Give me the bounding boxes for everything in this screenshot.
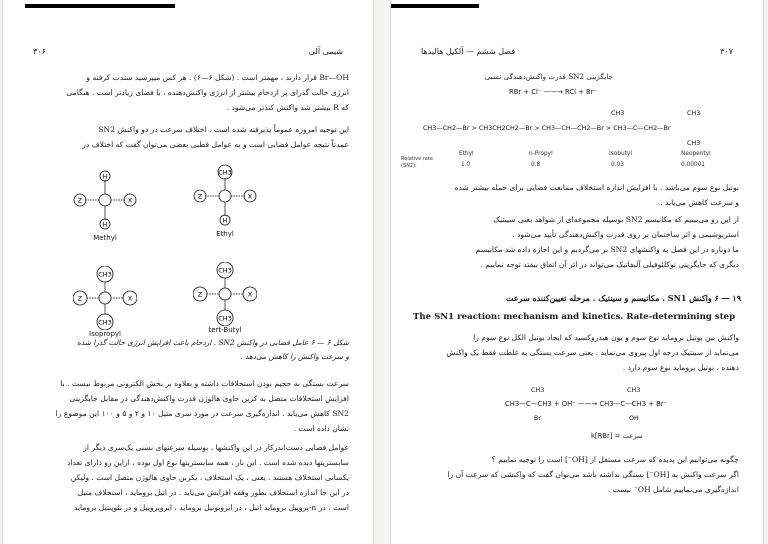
sn1-reactant-bottom: Br xyxy=(534,414,542,422)
text-line: نشان داده است . xyxy=(293,424,349,433)
series-branch-top: CH3 xyxy=(611,109,625,117)
section-heading: ۱۹ — ۶ واکنش SN1 . مکانیسم و سینتیک . مرحله تعیین‌کننده سرعت xyxy=(505,293,741,303)
page-top-rule xyxy=(391,4,479,8)
page-number: ۳۰۶ xyxy=(33,46,46,56)
scheme-title: جایگزینی SN2 قدرت واکنش‌دهندگی نسبی xyxy=(484,72,613,81)
caption-line: شکل ۶ — ۶ عامل فضایی در واکنش SN2 . ازدحام باعث افزایش انرژی حالت گذرا شده xyxy=(76,338,349,347)
text-line: عوامل فضایی دست‌اندرکار در این واکنشها ، بوسیله سرعتهای نسبی یک‌سری دیگر از xyxy=(83,443,349,452)
svg-text:CH3: CH3 xyxy=(98,318,112,327)
series-branch-top: CH3 xyxy=(687,109,701,117)
figure-caption xyxy=(31,336,349,364)
svg-text:X: X xyxy=(247,290,253,299)
text-line: و سرعت کاهش می‌یابد . xyxy=(660,198,739,207)
relative-rate-value: 1.0 xyxy=(461,162,471,168)
text-line: این توجیه امروزه عموماً پذیرفته شده است . اختلاف سرعت در دو واکنش SN2 xyxy=(98,125,349,134)
text-line: عمدتاً نتیجه عوامل فضایی است و به عوامل قطبی بعضی می‌توان گفت که اختلاف در xyxy=(82,140,349,149)
isopropyl-transition-state xyxy=(73,266,137,330)
series-name: Isobutyl xyxy=(609,151,632,157)
svg-text:CH3: CH3 xyxy=(218,314,232,323)
right-page xyxy=(390,0,764,544)
intro-paragraph xyxy=(31,70,349,115)
steric-paragraph xyxy=(31,122,349,152)
text-line: Br—OH قرار دارند ، مهمتر است . (شکل ۶—۶) . هر کس میپرسید ستدت کرفته و xyxy=(86,73,349,82)
text-line: از این رو می‌بینیم که مکانیسم SN2 بوسیله مجموعه‌ای از شواهد یعنی سینتیک xyxy=(493,215,739,224)
relative-rate-value: 0.00001 xyxy=(681,162,705,168)
svg-text:H: H xyxy=(222,216,228,225)
rate-paragraph xyxy=(31,376,349,436)
text-line: استریوشیمی و اثر ساختمان بر روی قدرت واکنش‌دهندگی تأیید می‌شود . xyxy=(512,230,739,239)
series-branch-bottom: CH3 xyxy=(687,139,701,147)
text-line: سابستریتها دیده شده است . این بار ، همه سابستریتها نوع اول بوده ، ازاین رو دارای تعداد xyxy=(67,458,349,467)
series-name: Neopentyl xyxy=(681,151,711,157)
methyl-transition-state xyxy=(73,168,137,232)
text-line: اندازه‌گیری می‌نماییم شامل OH⁻ نیست . xyxy=(607,485,739,494)
running-title: فصل ششم — آلکیل هالیدها xyxy=(421,46,516,56)
text-line: چگونه می‌توانیم این پدیده که سرعت مستقل از [OH⁻] است را توجیه نماییم ؟ xyxy=(491,455,739,464)
text-line: سرعت بستگی به حجیم بودن استخلافات داشته و بعلاوه بر بخش الکترونی مربوط نیست . با xyxy=(60,379,349,388)
mechanism-paragraph xyxy=(413,212,739,272)
svg-text:Z: Z xyxy=(197,290,203,299)
sn1-product-top: CH3 xyxy=(627,386,641,394)
svg-text:X: X xyxy=(127,294,133,303)
ethyl-transition-state xyxy=(193,164,257,228)
text-line: در این جا اندازه استخلاف بطور وقفه افزایش می‌یابد . در اتیل بروماید ، استخلاف متیل xyxy=(77,488,349,497)
sn1-paragraph xyxy=(413,330,739,375)
substrate-paragraph xyxy=(31,440,349,515)
page-header xyxy=(33,44,343,58)
rate-law: k[RBr] = سرعت xyxy=(591,432,643,440)
sn1-product-bottom: OH xyxy=(629,414,639,422)
text-line: واکنش بین بوتیل بروماید نوع سوم و یون هیدروکسید که ایجاد بوتیل الکل نوع سوم را xyxy=(473,333,739,342)
running-title: شیمی آلی xyxy=(308,46,343,56)
molecule-name: Isopropyl xyxy=(89,330,121,338)
caption-line: و سرعت واکنش را کاهش می‌دهد . xyxy=(240,352,349,361)
text-line: می‌نماید از سینتیک درجه اول پیروی می‌نماید . یعنی سرعت بستگی به غلظت فقط یک واکنش xyxy=(446,348,739,357)
leaving-group-label: X xyxy=(127,196,133,205)
page-top-rule xyxy=(25,4,175,8)
text-line: که R بیشتر شد واکنش کندتر می‌شود . xyxy=(226,103,349,112)
relative-rate-value: 0.8 xyxy=(531,162,541,168)
scheme-reaction: RBr + Cl⁻ ——→ RCl + Br⁻ xyxy=(509,88,598,96)
svg-text:X: X xyxy=(247,192,253,201)
text-line: افزایش استخلافات متصل به کربن حاوی هالوژن قدرت واکنش‌دهندگی در مقابل جایگزینی xyxy=(69,394,349,403)
substituent-label: H xyxy=(102,220,108,229)
text-line: است ، در n-پروپیل بروماید اتیل ، در ایزوبوتیل بروماید ، ایزوپروپیل و در نئوپنتیل بروماید xyxy=(73,503,349,512)
molecule-name: Ethyl xyxy=(216,230,234,238)
page-header xyxy=(421,44,733,58)
substrate-series: CH3—CH2—Br > CH3CH2CH2—Br > CH3—CH—CH2—Br > CH3—C—CH2—Br xyxy=(423,124,671,132)
molecule-name: tert-Butyl xyxy=(208,326,242,334)
relative-rate-label: Relative rate (SN2): xyxy=(401,156,433,169)
svg-text:Z: Z xyxy=(77,294,83,303)
relative-rate-value: 0.03 xyxy=(611,162,624,168)
left-page xyxy=(2,0,374,544)
text-line: ما دوباره در این فصل به واکنشهای SN2 بر می‌گردیم و این اجازه داده شد مکانیسم xyxy=(475,245,739,254)
text-line: دیگری که جایگزینی نوکلئوفیلی آلیفاتیک می‌تواند در اثر آن اتفاق بیفتد توجه نماییم . xyxy=(480,260,739,269)
text-line: SN2 کاهش می‌یابد . اندازه‌گیری سرعت در مورد سری متیل ۱۰ و ۲ و ۵ و ۱۰۰ این موضوع را xyxy=(55,409,349,418)
text-line: دهنده ، بوتیل بروماید نوع سوم دارد . xyxy=(622,363,739,372)
nucleophile-label: Z xyxy=(77,196,83,205)
text-line: بوتیل نوع سوم می‌باشد . با افزایش اندازه استخلاف ممانعت فضایی برای حمله بیشتر شده xyxy=(454,183,739,192)
question-paragraph xyxy=(413,452,739,497)
svg-text:CH3: CH3 xyxy=(98,270,112,279)
molecule-name: Methyl xyxy=(93,234,117,242)
text-line: اگر سرعت واکنش به [OH⁻] بستگی نداشته باشد می‌توان گفت که واکنشی که سرعت آن را xyxy=(447,470,739,479)
section-heading-english: The SN1 reaction: mechanism and kinetics. Rate-determining step xyxy=(413,312,736,322)
text-line: یکسانی استخلاف هستند . یعنی ، یک استخلاف ، بکربن حاوی هالوژن متصل است . ولیکن xyxy=(70,473,349,482)
substituent-label: H xyxy=(102,172,108,181)
svg-text:CH3: CH3 xyxy=(218,266,232,275)
tert-butyl-transition-state xyxy=(193,262,257,326)
page-number: ۳۰۷ xyxy=(720,46,733,56)
text-line: انرژی حالت گذرای پر ازدحام بیشتر از انرژی واکنش‌دهنده ، با فضای زیادتر است . هنگامی xyxy=(66,88,349,97)
svg-text:CH3: CH3 xyxy=(218,168,232,177)
svg-text:Z: Z xyxy=(197,192,203,201)
series-name: Ethyl xyxy=(459,151,474,157)
sn1-reaction: CH3—C—CH3 + OH⁻ ——→ CH3—C—CH3 + Br⁻ xyxy=(505,400,668,408)
series-name: n-Propyl xyxy=(529,151,553,157)
steric-hindrance-paragraph xyxy=(413,180,739,210)
sn1-reactant-top: CH3 xyxy=(531,386,545,394)
